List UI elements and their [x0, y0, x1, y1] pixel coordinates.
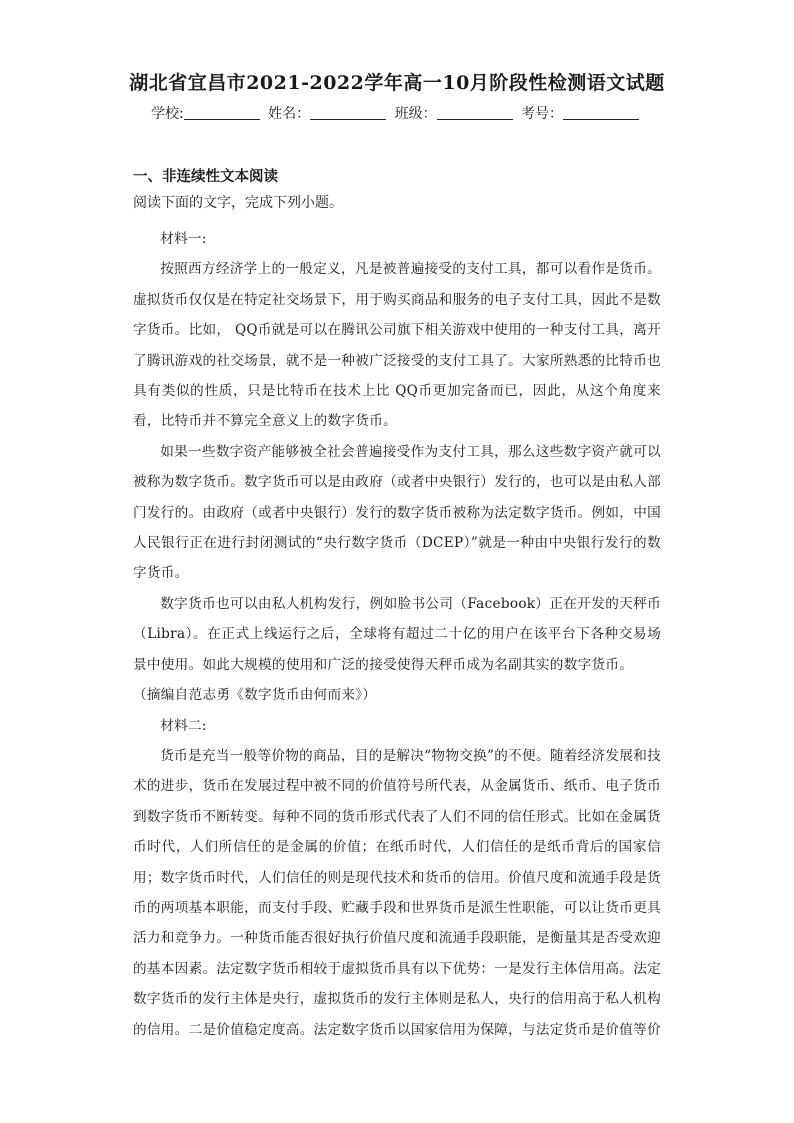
name-blank[interactable] — [310, 105, 386, 120]
exam-number-blank[interactable] — [563, 105, 639, 120]
material-2-paragraph: 货币是充当一般等价物的商品，目的是解决“物物交换”的不便。随着经济发展和技术的进步，货币在发展过程中被不同的价值符号所代表，从金属货币、纸币、电子货币到数字货币不断转变。每种不同的货币形式代表了人们不同的信任形式。比如在金属货币时代，人们所信任的是金属的价值；在纸币时代，人们信任的是纸币背后的国家信用；数字货币时代，人们信任的则是现代技术和货币的信用。价值尺度和流通手段是货币的两项基本职能，而支付手段、贮藏手段和世界货币是派生性职能，可以让货币更具活力和竞争力。一种货币能否很好执行价值尺度和流通手段职能，是衡量其是否受欢迎的基本因素。法定数字货币相较于虚拟货币具有以下优势：一是发行主体信用高。法定数字货币的发行主体是央行，虚拟货币的发行主体则是私人，央行的信用高于私人机构的信用。二是价值稳定度高。法定数字货币以国家信用为保障，与法定货币是价值等价 — [133, 747, 661, 1038]
section-heading: 一、非连续性文本阅读 — [133, 169, 278, 185]
reading-passage — [133, 224, 661, 1045]
name-label: 姓名： — [268, 106, 311, 122]
material-1-paragraph: 数字货币也可以由私人机构发行，例如脸书公司（Facebook）正在开发的天秤币（Libra）。在正式上线运行之后，全球将有超过二十亿的用户在该平台下各种交易场景中使用。如此大规模的使用和广泛的接受使得天秤币成为名副其实的数字货币。 — [133, 595, 661, 673]
material-1-label: 材料一: — [160, 231, 207, 247]
material-1-source: （摘编自范志勇《数字货币由何而来》） — [133, 687, 377, 704]
student-info-line — [0, 103, 794, 123]
material-1-paragraph: 按照西方经济学上的一般定义，凡是被普遍接受的支付工具，都可以看作是货币。虚拟货币仅仅是在特定社交场景下，用于购买商品和服务的电子支付工具，因此不是数字货币。比如， QQ币就是可以在腾讯公司旗下相关游戏中使用的一种支付工具，离开了腾讯游戏的社交场景，就不是一种被广泛接受的支付工具了。大家所熟悉的比特币也具有类似的性质，只是比特币在技术上比 QQ币更加完备而已，因此，从这个角度来看，比特币并不算完全意义上的数字货币。 — [133, 261, 661, 430]
class-label: 班级： — [394, 106, 437, 122]
material-2-label: 材料二: — [160, 717, 207, 734]
school-blank[interactable] — [184, 105, 260, 120]
school-label: 学校: — [150, 106, 184, 122]
section-instruction: 阅读下面的文字，完成下列小题。 — [133, 195, 343, 211]
exam-title: 湖北省宜昌市2021-2022学年高一10月阶段性检测语文试题 — [129, 72, 665, 94]
exam-number-label: 考号： — [521, 106, 564, 122]
material-1-paragraph: 如果一些数字资产能够被全社会普遍接受作为支付工具，那么这些数字资产就可以被称为数字货币。数字货币可以是由政府（或者中央银行）发行的，也可以是由私人部门发行的。由政府（或者中央银行）发行的数字货币被称为法定数字货币。例如，中国人民银行正在进行封闭测试的“央行数字货币（DCEP）”就是一种由中央银行发行的数字货币。 — [133, 443, 661, 582]
class-blank[interactable] — [437, 105, 513, 120]
